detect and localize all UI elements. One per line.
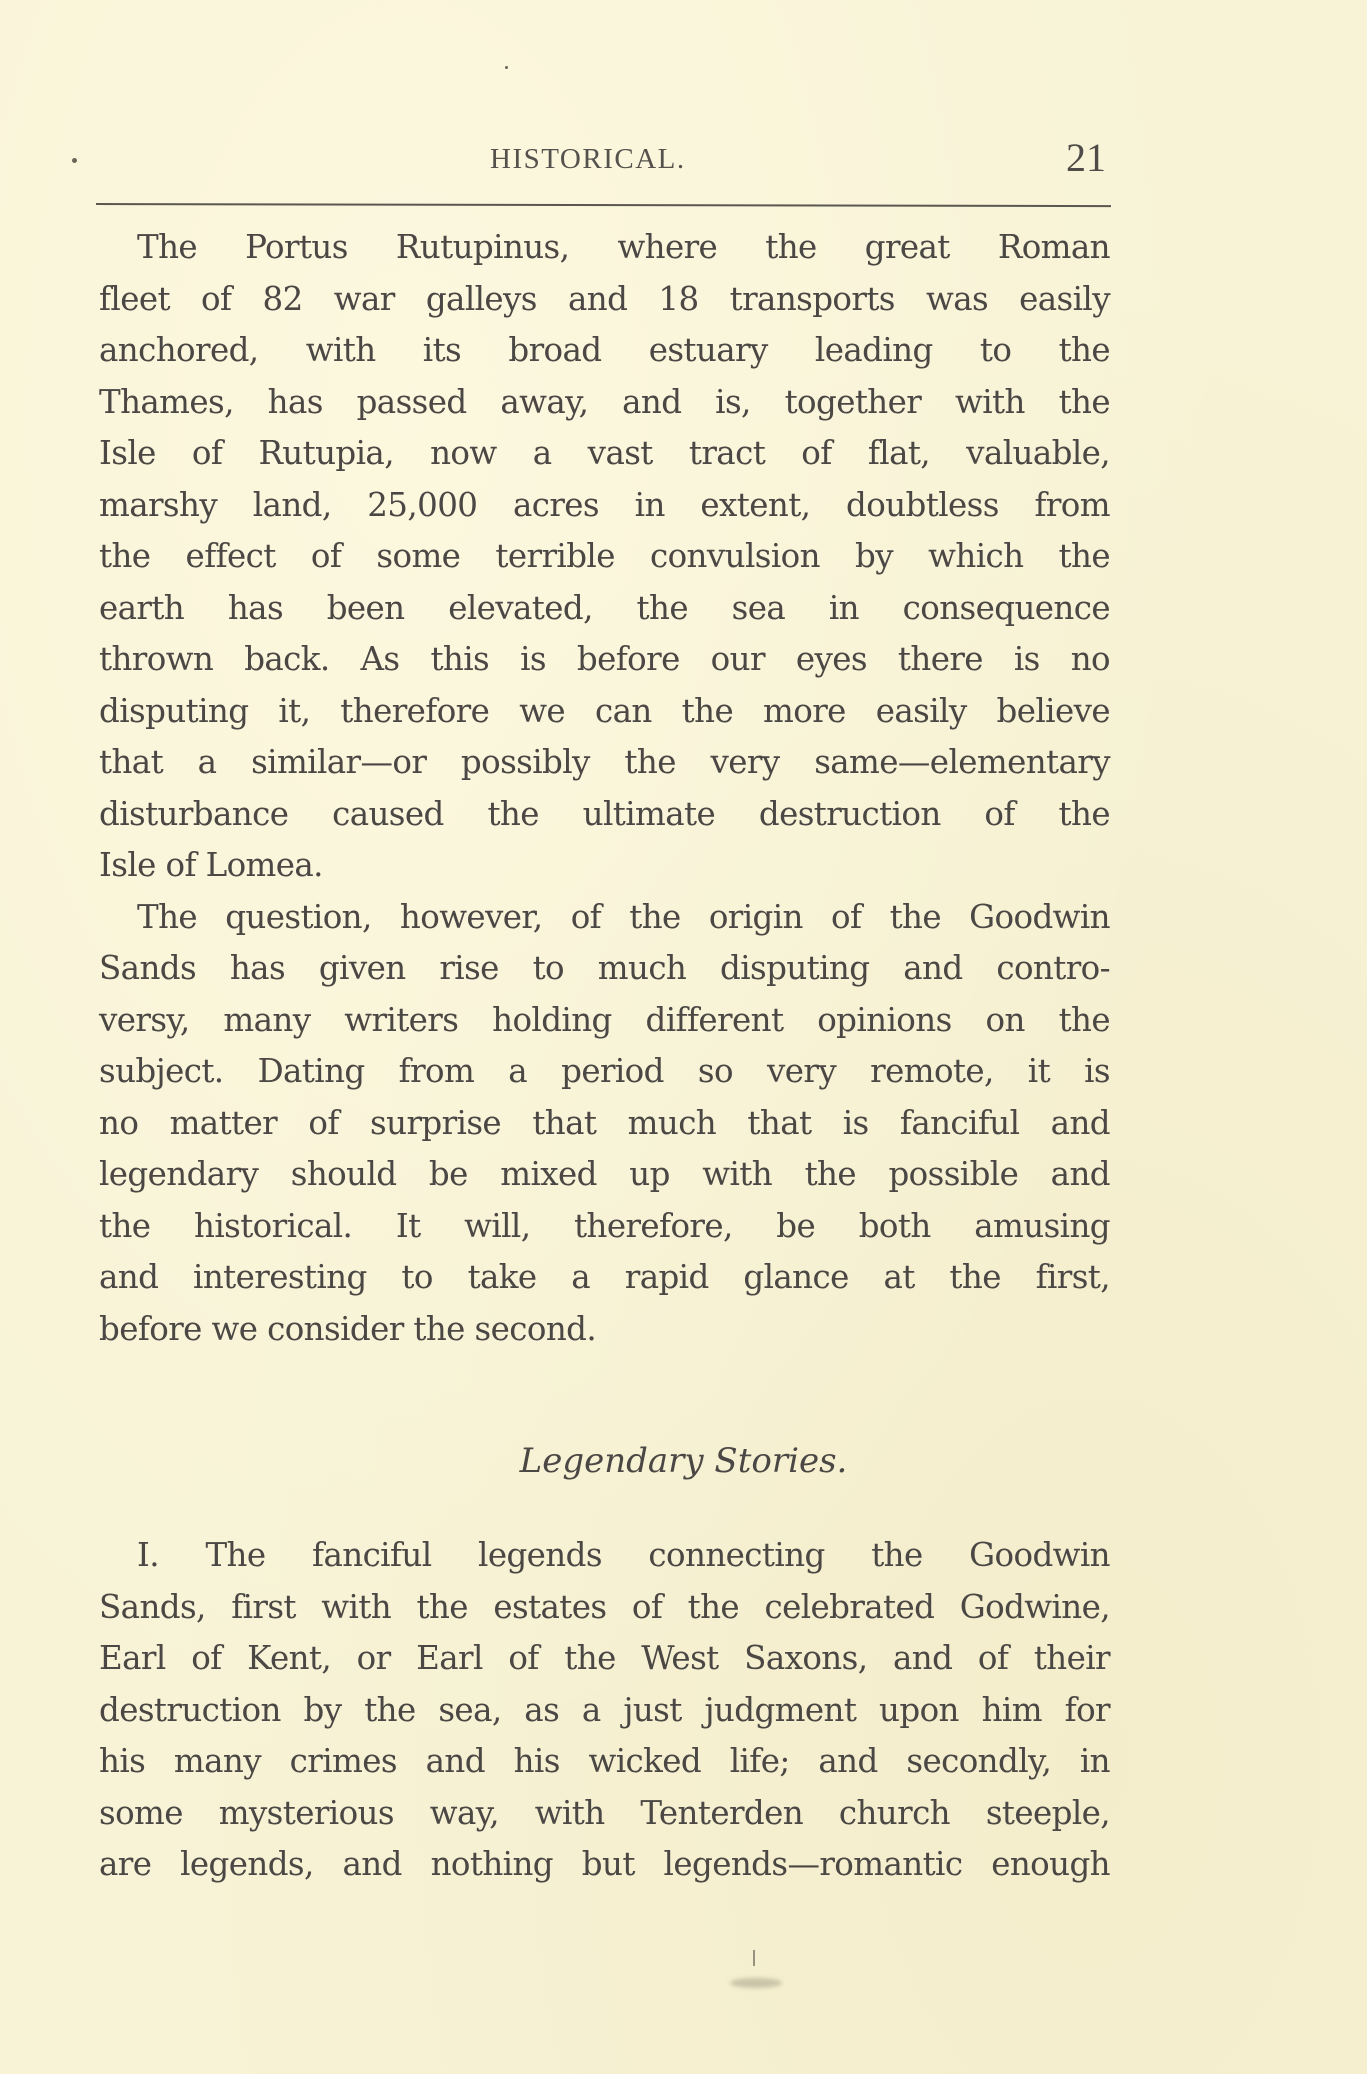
text-line: the historical. It will, therefore, be both amusing	[99, 1206, 1110, 1245]
text-line: Sands, first with the estates of the celebrated Godwine,	[99, 1587, 1110, 1626]
text-line: Thames, has passed away, and is, together with the	[99, 382, 1110, 421]
text-line: subject. Dating from a period so very remote, it is	[99, 1052, 1110, 1090]
signature-mark	[753, 1950, 755, 1966]
text-line: legendary should be mixed up with the possible and	[99, 1155, 1110, 1193]
section-heading: Legendary Stories.	[519, 1441, 848, 1481]
text-line: are legends, and nothing but legends—romantic enough	[99, 1845, 1110, 1883]
text-line: and interesting to take a rapid glance at the first,	[99, 1258, 1110, 1296]
text-line: his many crimes and his wicked life; and secondly, in	[99, 1742, 1110, 1780]
text-line: Earl of Kent, or Earl of the West Saxons, and of their	[99, 1639, 1110, 1677]
paragraph	[99, 222, 1110, 892]
text-line: the effect of some terrible convulsion by which the	[99, 537, 1110, 575]
paragraph	[99, 892, 1110, 1356]
text-line: The question, however, of the origin of the Goodwin	[137, 897, 1110, 936]
paragraph	[99, 1530, 1110, 1891]
text-line: Sands has given rise to much disputing and contro-	[99, 949, 1110, 987]
text-line: The Portus Rutupinus, where the great Roman	[137, 228, 1110, 266]
text-line: that a similar—or possibly the very same—elementary	[99, 743, 1110, 781]
text-line: fleet of 82 war galleys and 18 transports was easily	[99, 279, 1110, 318]
text-line: thrown back. As this is before our eyes there is no	[99, 640, 1110, 678]
page-header	[95, 135, 1110, 188]
text-line: versy, many writers holding different opinions on the	[99, 1000, 1110, 1039]
text-line: earth has been elevated, the sea in consequence	[99, 588, 1110, 627]
text-line: some mysterious way, with Tenterden church steeple,	[99, 1793, 1110, 1832]
text-line: anchored, with its broad estuary leading to the	[99, 331, 1110, 369]
text-line: marshy land, 25,000 acres in extent, doubtless from	[99, 485, 1110, 524]
body-text	[99, 222, 1110, 1355]
text-line: Isle of Rutupia, now a vast tract of flat, valuable,	[99, 434, 1110, 472]
text-line: destruction by the sea, as a just judgment upon him for	[99, 1690, 1110, 1729]
text-line: disturbance caused the ultimate destruction of the	[99, 794, 1110, 833]
ink-smudge	[730, 1978, 782, 1988]
running-title: HISTORICAL.	[490, 143, 686, 175]
text-line: I. The fanciful legends connecting the Goodwin	[137, 1536, 1110, 1574]
ink-speck	[505, 66, 508, 69]
text-line: Isle of Lomea.	[99, 846, 323, 884]
header-rule	[96, 203, 1111, 207]
text-line: disputing it, therefore we can the more easily believe	[99, 691, 1110, 730]
text-line: no matter of surprise that much that is fanciful and	[99, 1103, 1110, 1142]
ink-speck	[72, 158, 77, 163]
page-number: 21	[1066, 135, 1106, 180]
text-line: before we consider the second.	[99, 1309, 597, 1348]
